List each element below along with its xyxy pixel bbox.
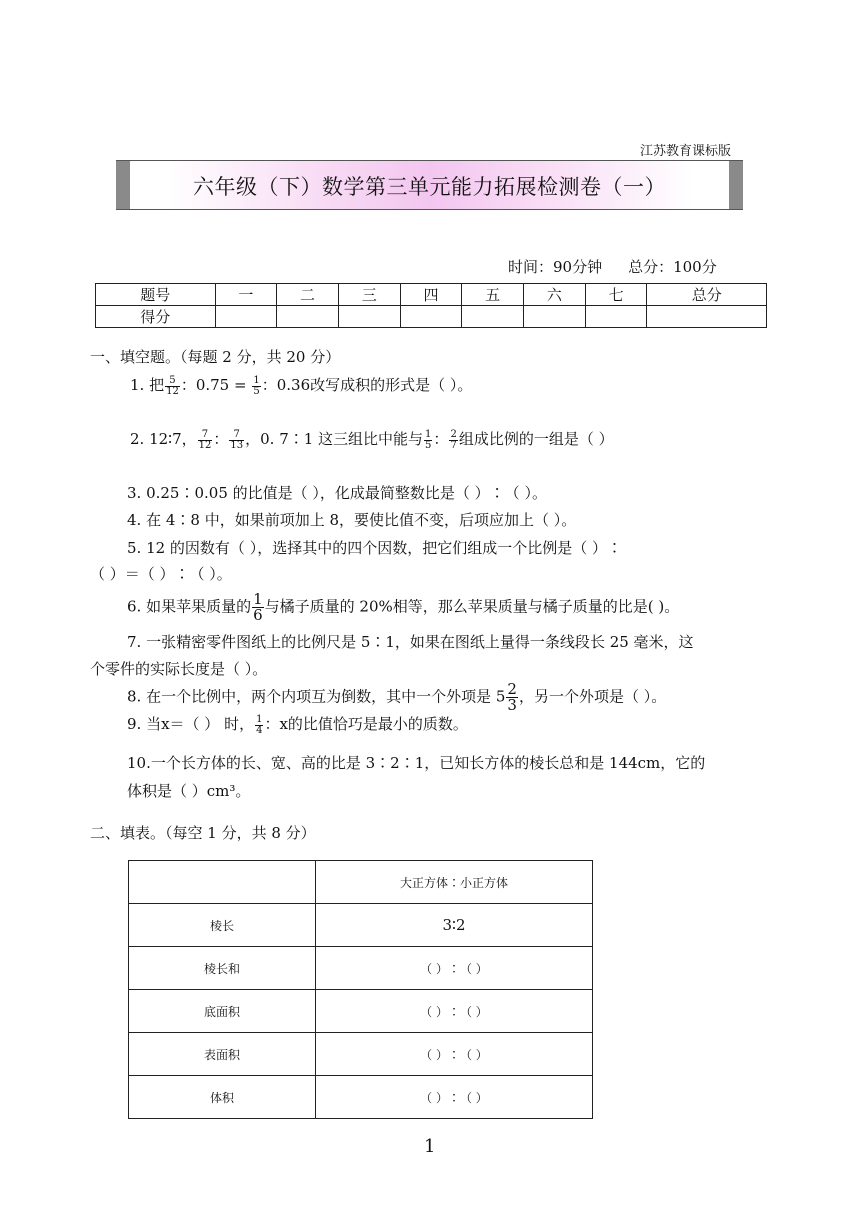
row-label: 棱长和 <box>129 947 316 990</box>
table-row <box>129 861 593 904</box>
q6-text: 6. 如果苹果质量的 <box>127 597 252 616</box>
row-label: 棱长 <box>129 904 316 947</box>
section-2-heading: 二、填表。（每空 1 分，共 8 分） <box>90 824 316 842</box>
score-input-cell[interactable] <box>338 306 400 328</box>
q6-text: 与橘子质量的 20%相等，那么苹果质量与橘子质量的比是( )。 <box>264 597 680 616</box>
question-6 <box>127 592 679 623</box>
page-number: 1 <box>424 1136 436 1157</box>
answer-blank-cell[interactable]: （ ）∶（ ） <box>316 947 593 990</box>
table-row <box>129 904 593 947</box>
score-table <box>95 283 767 328</box>
q8-text: 8. 在一个比例中，两个内项互为倒数，其中一个外项是 5 <box>127 687 506 706</box>
cube-ratio-table <box>128 860 593 1119</box>
edition-label: 江苏教育课标版 <box>640 144 732 159</box>
fraction: $\frac{5}{12}$ <box>166 374 179 397</box>
score-cell: 三 <box>338 284 400 306</box>
row-label: 表面积 <box>129 1033 316 1076</box>
question-7-line-2: 个零件的实际长度是（ ）。 <box>90 660 268 678</box>
row-label: 体积 <box>129 1076 316 1119</box>
score-cell: 得分 <box>96 306 216 328</box>
score-input-cell[interactable] <box>400 306 462 328</box>
table-row <box>129 947 593 990</box>
row-label: 底面积 <box>129 990 316 1033</box>
question-9 <box>127 713 468 736</box>
question-2 <box>130 428 614 451</box>
q9-text: ：x的比值恰巧是最小的质数。 <box>264 715 468 733</box>
score-cell: 七 <box>585 284 647 306</box>
page-title: 六年级（下）数学第三单元能力拓展检测卷（一） <box>193 175 666 199</box>
score-cell: 二 <box>277 284 339 306</box>
question-5-line-1: 5. 12 的因数有（ ），选择其中的四个因数，把它们组成一个比例是（ ）∶ <box>127 539 622 557</box>
fraction: $\frac{1}{5}$ <box>425 428 432 451</box>
question-7-line-1: 7. 一张精密零件图纸上的比例尺是 5∶1，如果在图纸上量得一条线段长 25 毫米，这 <box>127 633 694 651</box>
question-8 <box>127 682 666 713</box>
section-1-heading: 一、填空题。（每题 2 分，共 20 分） <box>90 348 341 366</box>
answer-blank-cell[interactable]: （ ）∶（ ） <box>316 1033 593 1076</box>
fraction: $\frac{2}{3}$ <box>507 680 517 714</box>
table-header-cell: 大正方体∶小正方体 <box>316 861 593 904</box>
q2-text: 组成比例的一组是（ ） <box>458 430 614 448</box>
fraction: $\frac{7}{13}$ <box>230 428 244 451</box>
score-input-cell[interactable] <box>647 306 767 328</box>
question-3: 3. 0.25∶0.05 的比值是（ ），化成最简整数比是（ ）∶（ ）。 <box>127 484 547 502</box>
score-input-cell[interactable] <box>462 306 524 328</box>
question-1 <box>130 374 472 397</box>
table-cell-empty <box>129 861 316 904</box>
table-row <box>129 1033 593 1076</box>
q1-text: ：0.36改写成积的形式是（ ）。 <box>261 376 473 394</box>
q2-text: ，0. 7∶1 这三组比中能与 <box>245 430 424 448</box>
table-row <box>129 1076 593 1119</box>
fraction: $\frac{7}{12}$ <box>198 428 212 451</box>
exam-info <box>508 256 717 277</box>
q1-text: 1. 把 <box>130 376 165 394</box>
question-4: 4. 在 4∶8 中，如果前项加上 8，要使比值不变，后项应加上（ ）。 <box>127 511 577 529</box>
score-table-score-row <box>96 306 767 328</box>
score-input-cell[interactable] <box>524 306 586 328</box>
q1-text: ：0.75 = <box>180 376 252 394</box>
score-cell: 一 <box>215 284 277 306</box>
total-score: 总分：100分 <box>628 258 717 276</box>
answer-blank-cell[interactable]: （ ）∶（ ） <box>316 1076 593 1119</box>
q2-text: ： <box>213 430 229 448</box>
score-cell: 题号 <box>96 284 216 306</box>
score-cell: 四 <box>400 284 462 306</box>
title-banner <box>116 160 743 210</box>
fraction: $\frac{1}{4}$ <box>256 713 263 736</box>
fraction: $\frac{1}{6}$ <box>253 590 263 624</box>
score-input-cell[interactable] <box>277 306 339 328</box>
q8-text: ，另一个外项是（ ）。 <box>518 687 667 706</box>
score-table-header-row <box>96 284 767 306</box>
q2-text: ： <box>433 430 449 448</box>
question-10-line-2: 体积是（ ）cm³。 <box>127 782 251 800</box>
table-row <box>129 990 593 1033</box>
q2-text: 2. 12∶7， <box>130 430 197 448</box>
score-cell: 总分 <box>647 284 767 306</box>
fraction: $\frac{2}{7}$ <box>450 428 457 451</box>
score-cell: 五 <box>462 284 524 306</box>
time-limit: 时间：90分钟 <box>508 258 603 276</box>
answer-blank-cell[interactable]: （ ）∶（ ） <box>316 990 593 1033</box>
q9-text: 9. 当x＝（ ） 时， <box>127 715 255 733</box>
question-10-line-1: 10.一个长方体的长、宽、高的比是 3∶2∶1，已知长方体的棱长总和是 144cm，它的 <box>127 754 706 772</box>
score-cell: 六 <box>524 284 586 306</box>
row-value: 3∶2 <box>316 904 593 947</box>
score-input-cell[interactable] <box>215 306 277 328</box>
score-input-cell[interactable] <box>585 306 647 328</box>
fraction: $\frac{1}{5}$ <box>253 374 260 397</box>
question-5-line-2: （ ）＝（ ）∶（ ）。 <box>90 565 232 583</box>
banner-right-bar <box>729 161 743 209</box>
